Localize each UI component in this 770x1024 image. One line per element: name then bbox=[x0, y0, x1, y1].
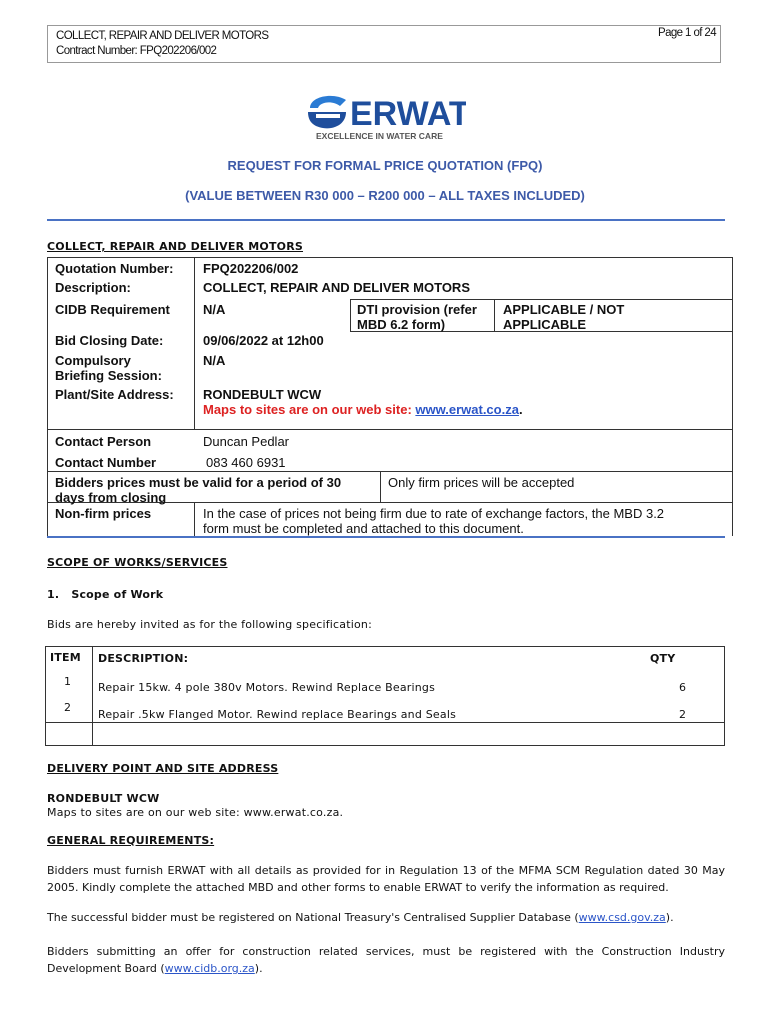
erwat-logo bbox=[306, 90, 466, 147]
closing-date-value: 09/06/2022 at 12h00 bbox=[203, 333, 324, 348]
cidb-label: CIDB Requirement bbox=[55, 302, 170, 317]
validity-label-1: Bidders prices must be valid for a period of 30 bbox=[55, 475, 342, 490]
dti-value-1: APPLICABLE / NOT bbox=[503, 302, 625, 317]
title-divider bbox=[47, 219, 725, 221]
scope-heading: SCOPE OF WORKS/SERVICES bbox=[47, 556, 228, 569]
briefing-label-2: Briefing Session: bbox=[55, 368, 162, 383]
cidb-value: N/A bbox=[203, 302, 226, 317]
logo-brand-text: ERWAT bbox=[350, 95, 466, 133]
nonfirm-value-2: form must be completed and attached to this document. bbox=[203, 521, 524, 536]
delivery-site: RONDEBULT WCW bbox=[47, 792, 160, 805]
cidb-text-end: ). bbox=[254, 962, 263, 975]
dti-value-2: APPLICABLE bbox=[503, 317, 587, 332]
plant-address-value: RONDEBULT WCW bbox=[203, 387, 322, 402]
nonfirm-value-1: In the case of prices not being firm due to rate of exchange factors, the MBD 3.2 bbox=[203, 506, 665, 521]
erwat-website-link[interactable]: www.erwat.co.za bbox=[415, 402, 519, 417]
general-paragraph-3 bbox=[47, 943, 725, 977]
table-row-2-qty: 2 bbox=[679, 708, 687, 721]
description-value: COLLECT, REPAIR AND DELIVER MOTORS bbox=[203, 280, 470, 295]
briefing-label-1: Compulsory bbox=[55, 353, 131, 368]
validity-value: Only firm prices will be accepted bbox=[388, 475, 575, 490]
quotation-number-label: Quotation Number: bbox=[55, 261, 174, 276]
info-divider bbox=[47, 536, 725, 538]
briefing-value: N/A bbox=[203, 353, 226, 368]
document-title: REQUEST FOR FORMAL PRICE QUOTATION (FPQ) bbox=[227, 158, 543, 173]
header-title: COLLECT, REPAIR AND DELIVER MOTORS bbox=[56, 30, 269, 42]
col-item: ITEM bbox=[50, 651, 81, 664]
general-paragraph-2 bbox=[47, 909, 725, 926]
maps-note bbox=[203, 402, 523, 417]
col-description: DESCRIPTION: bbox=[98, 652, 189, 665]
nonfirm-label: Non-firm prices bbox=[55, 506, 152, 521]
dti-label-1: DTI provision (refer bbox=[357, 302, 477, 317]
csd-text-end: ). bbox=[665, 911, 674, 924]
erwat-logo-mark bbox=[306, 90, 466, 142]
general-paragraph-1: Bidders must furnish ERWAT with all details as provided for in Regulation 13 of the MFMA SCM Regulation dated 30 May 2005. Kindly complete the attached MBD and other forms to enable ERWAT to verify the information as required. bbox=[47, 864, 725, 894]
delivery-maps: Maps to sites are on our web site: www.erwat.co.za. bbox=[47, 806, 344, 819]
description-label: Description: bbox=[55, 280, 131, 295]
contact-person-value: Duncan Pedlar bbox=[203, 434, 289, 449]
contact-number-label: Contact Number bbox=[55, 455, 157, 470]
table-row-1-qty: 6 bbox=[679, 681, 687, 694]
plant-address-label: Plant/Site Address: bbox=[55, 387, 174, 402]
quotation-number-value: FPQ202206/002 bbox=[203, 261, 299, 276]
document-subtitle: (VALUE BETWEEN R30 000 – R200 000 – ALL TAXES INCLUDED) bbox=[185, 188, 585, 203]
table-row-2-item: 2 bbox=[64, 701, 72, 714]
validity-label-2: days from closing bbox=[55, 490, 167, 505]
table-row-1-item: 1 bbox=[64, 675, 72, 688]
closing-date-label: Bid Closing Date: bbox=[55, 333, 164, 348]
csd-text: The successful bidder must be registered on National Treasury's Centralised Supplier Database ( bbox=[47, 911, 579, 924]
maps-note-text: Maps to sites are on our web site: bbox=[203, 402, 416, 417]
logo-tagline: EXCELLENCE IN WATER CARE bbox=[316, 131, 443, 141]
cidb-text: Bidders submitting an offer for construction related services, must be registered with the Construction Industry Development Board ( bbox=[47, 945, 725, 975]
contact-number-value: 083 460 6931 bbox=[206, 455, 286, 470]
contact-person-label: Contact Person bbox=[55, 434, 152, 449]
general-heading: GENERAL REQUIREMENTS: bbox=[47, 834, 215, 847]
delivery-heading: DELIVERY POINT AND SITE ADDRESS bbox=[47, 762, 279, 775]
scope-subheading: 1. Scope of Work bbox=[47, 588, 164, 601]
dti-label-2: MBD 6.2 form) bbox=[357, 317, 446, 332]
csd-link[interactable]: www.csd.gov.za bbox=[578, 911, 666, 924]
col-qty: QTY bbox=[650, 652, 676, 665]
cidb-link[interactable]: www.cidb.org.za bbox=[164, 962, 255, 975]
header-contract-number: Contract Number: FPQ202206/002 bbox=[56, 45, 217, 57]
page-number: Page 1 of 24 bbox=[658, 27, 717, 39]
table-row-2-description: Repair .5kw Flanged Motor. Rewind replace Bearings and Seals bbox=[98, 708, 457, 721]
section-heading: COLLECT, REPAIR AND DELIVER MOTORS bbox=[47, 240, 304, 253]
table-row-1-description: Repair 15kw. 4 pole 380v Motors. Rewind Replace Bearings bbox=[98, 681, 436, 694]
scope-intro: Bids are hereby invited as for the following specification: bbox=[47, 618, 372, 631]
maps-note-end: . bbox=[518, 402, 523, 417]
